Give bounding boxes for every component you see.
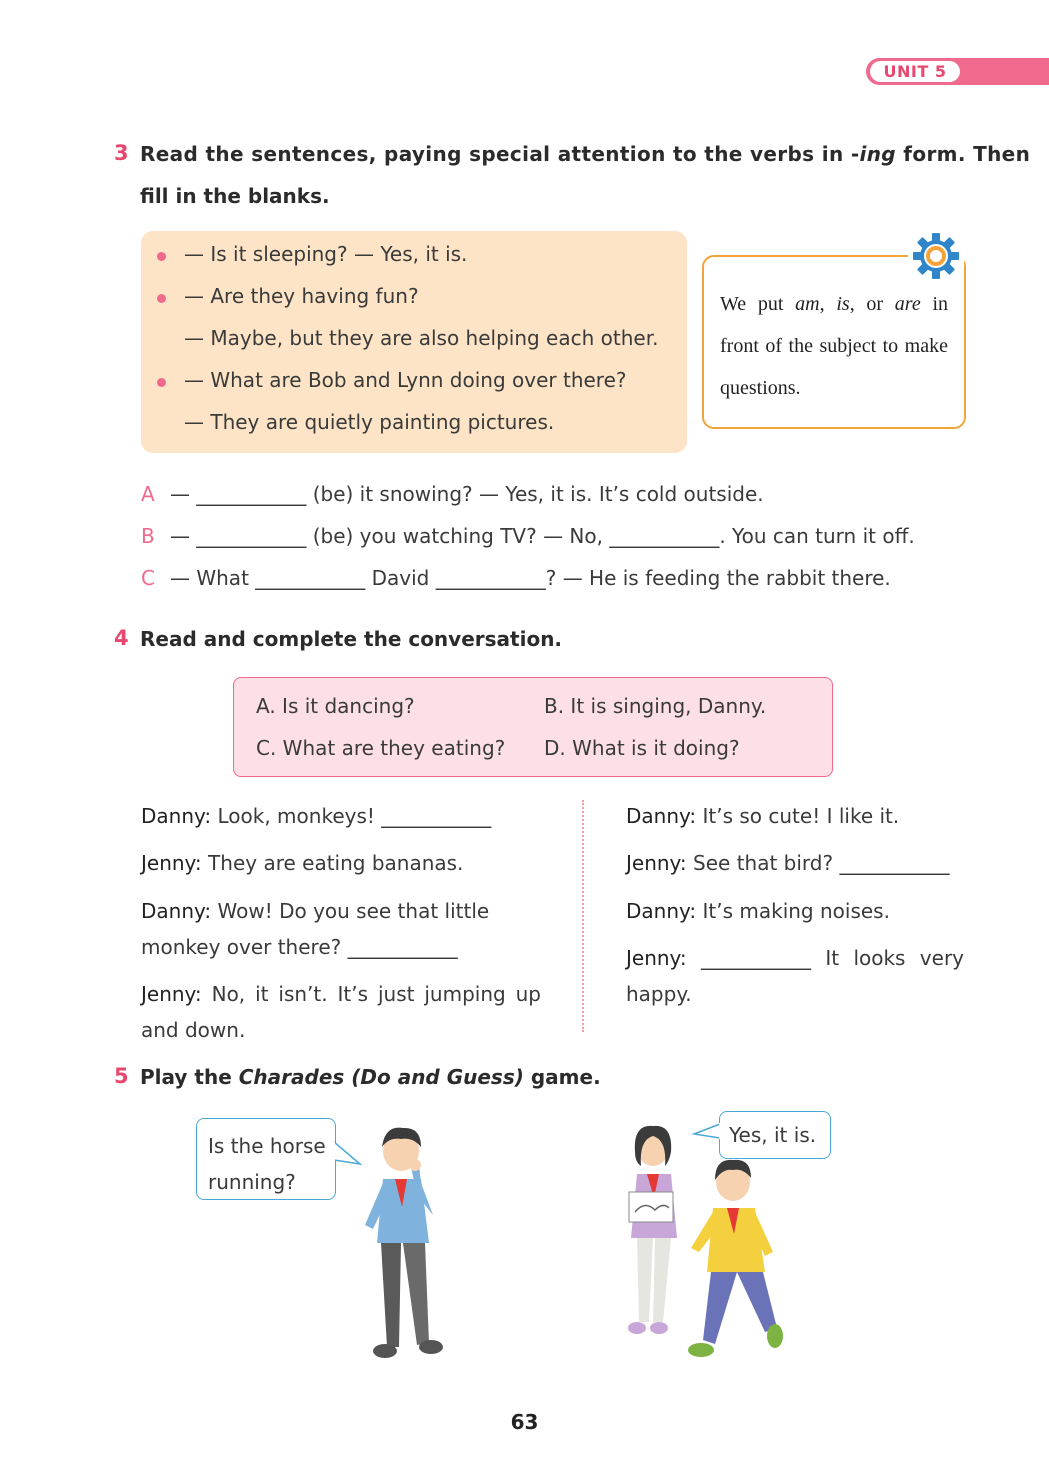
example-line: — Maybe, but they are also helping each other. xyxy=(184,326,659,350)
page-number: 63 xyxy=(510,1410,539,1434)
option-d: D. What is it doing? xyxy=(544,736,740,760)
example-line: — Are they having fun? xyxy=(184,284,419,308)
unit-label: UNIT 5 xyxy=(870,61,960,82)
column-divider xyxy=(582,800,584,1032)
dialogue-line: Jenny: No, it isn’t. It’s just jumping up xyxy=(141,982,541,1006)
dialogue-line: Jenny: They are eating bananas. xyxy=(141,851,464,875)
tip-text: We put am, is, or are in front of the subject to make questions. xyxy=(720,293,948,399)
children-charades-illustration xyxy=(615,1122,795,1372)
dialogue-line-cont: and down. xyxy=(141,1018,246,1042)
bullet xyxy=(157,252,166,261)
dialogue-line: Danny: Wow! Do you see that little xyxy=(141,899,490,923)
dialogue-line: Danny: It’s making noises. xyxy=(626,899,890,923)
options-box xyxy=(233,677,833,777)
speech-bubble-answer: Yes, it is. xyxy=(719,1111,831,1159)
dialogue-line: Jenny: See that bird? ___________ xyxy=(626,851,950,875)
section-title: Play the Charades (Do and Guess) game. xyxy=(140,1065,601,1089)
section-number: 3 xyxy=(114,141,129,165)
dialogue-line: Danny: It’s so cute! I like it. xyxy=(626,804,900,828)
option-b: B. It is singing, Danny. xyxy=(544,694,767,718)
gear-icon xyxy=(908,228,964,284)
example-line: — What are Bob and Lynn doing over there? xyxy=(184,368,627,392)
section-number: 5 xyxy=(114,1064,129,1088)
example-line: — Is it sleeping? — Yes, it is. xyxy=(184,242,468,266)
speech-bubble-question: Is the horse running? xyxy=(196,1118,336,1200)
bullet xyxy=(157,378,166,387)
exercise-c: — What ___________ David ___________? — He is feeding the rabbit there. xyxy=(170,566,891,590)
dialogue-line-cont: happy. xyxy=(626,982,692,1006)
section-title: Read and complete the conversation. xyxy=(140,627,563,651)
exercise-letter: A xyxy=(141,482,155,506)
exercise-letter: B xyxy=(141,524,155,548)
dialogue-line: Jenny: ___________ It looks very xyxy=(626,946,965,970)
example-line: — They are quietly painting pictures. xyxy=(184,410,555,434)
option-c: C. What are they eating? xyxy=(256,736,506,760)
bullet xyxy=(157,294,166,303)
exercise-b: — ___________ (be) you watching TV? — No, ___________. You can turn it off. xyxy=(170,524,915,548)
option-a: A. Is it dancing? xyxy=(256,694,415,718)
section-number: 4 xyxy=(114,626,129,650)
dialogue-line-cont: monkey over there? ___________ xyxy=(141,935,458,959)
exercise-a: — ___________ (be) it snowing? — Yes, it is. It’s cold outside. xyxy=(170,482,764,506)
boy-thinking-illustration xyxy=(355,1125,455,1365)
section-title-cont: fill in the blanks. xyxy=(140,184,330,208)
section-title: Read the sentences, paying special attention to the verbs in -ing form. Then xyxy=(140,142,1031,166)
exercise-letter: C xyxy=(141,566,155,590)
dialogue-line: Danny: Look, monkeys! ___________ xyxy=(141,804,492,828)
